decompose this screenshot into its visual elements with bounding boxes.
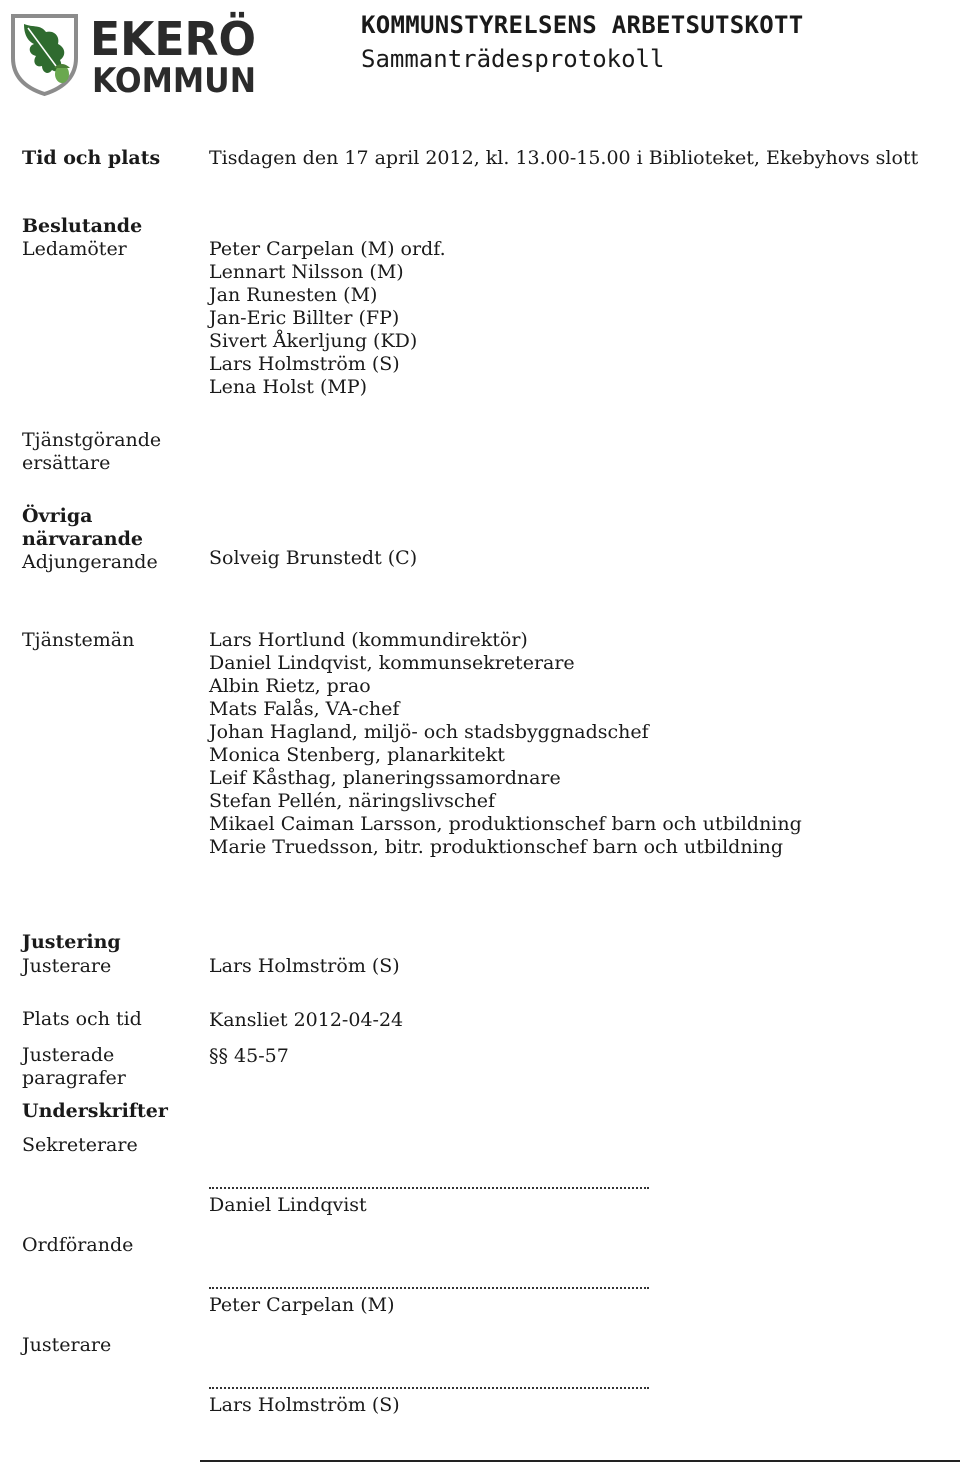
decision-makers-heading: Beslutande [22, 215, 143, 237]
paragraphs-label-line1: Justerade [22, 1044, 115, 1066]
officials-label: Tjänstemän [22, 629, 135, 651]
time-place-value: Tisdagen den 17 april 2012, kl. 13.00-15.00 i Biblioteket, Ekebyhovs slott [209, 147, 919, 169]
chair-name: Peter Carpelan (M) [209, 1294, 395, 1316]
others-heading-line2: närvarande [22, 528, 143, 550]
substitutes-label-line2: ersättare [22, 452, 111, 474]
official-item: Mikael Caiman Larsson, produktionschef barn och utbildning [209, 813, 802, 835]
paragraphs-value: §§ 45-57 [209, 1045, 289, 1067]
adjunct-label: Adjungerande [22, 551, 158, 573]
member-item: Lennart Nilsson (M) [209, 261, 404, 283]
paragraphs-label-line2: paragrafer [22, 1067, 126, 1089]
footer-divider [200, 1460, 960, 1462]
adjuster-value: Lars Holmström (S) [209, 955, 400, 977]
official-item: Stefan Pellén, näringslivschef [209, 790, 496, 812]
official-item: Marie Truedsson, bitr. produktionschef barn och utbildning [209, 836, 784, 858]
official-item: Mats Falås, VA-chef [209, 698, 400, 720]
adjustment-heading: Justering [22, 931, 121, 953]
adjuster-label: Justerare [22, 955, 112, 977]
member-item: Jan-Eric Billter (FP) [209, 307, 400, 329]
member-item: Lena Holst (MP) [209, 376, 368, 398]
adjunct-value: Solveig Brunstedt (C) [209, 547, 418, 569]
official-item: Lars Hortlund (kommundirektör) [209, 629, 528, 651]
logo-name-line2: KOMMUN [92, 61, 256, 96]
official-item: Daniel Lindqvist, kommunsekreterare [209, 652, 575, 674]
others-heading-line1: Övriga [22, 505, 93, 527]
substitutes-label-line1: Tjänstgörande [22, 429, 162, 451]
member-item: Jan Runesten (M) [209, 284, 378, 306]
official-item: Johan Hagland, miljö- och stadsbyggnadschef [209, 721, 649, 743]
signatures-heading: Underskrifter [22, 1100, 168, 1122]
municipality-logo [10, 10, 260, 96]
signature-line [209, 1287, 649, 1289]
document-title: KOMMUNSTYRELSENS ARBETSUTSKOTT [361, 11, 804, 39]
member-item: Sivert Åkerljung (KD) [209, 330, 418, 352]
chair-label: Ordförande [22, 1234, 134, 1256]
signature-line [209, 1387, 649, 1389]
place-time-label: Plats och tid [22, 1008, 142, 1030]
signature-adjuster-name: Lars Holmström (S) [209, 1394, 400, 1416]
official-item: Albin Rietz, prao [209, 675, 371, 697]
place-time-value: Kansliet 2012-04-24 [209, 1009, 404, 1031]
secretary-label: Sekreterare [22, 1134, 138, 1156]
logo-name-line1: EKERÖ [90, 12, 256, 66]
member-item: Peter Carpelan (M) ordf. [209, 238, 446, 260]
secretary-name: Daniel Lindqvist [209, 1194, 367, 1216]
official-item: Monica Stenberg, planarkitekt [209, 744, 505, 766]
time-place-label: Tid och plats [22, 147, 161, 169]
signature-adjuster-label: Justerare [22, 1334, 112, 1356]
member-item: Lars Holmström (S) [209, 353, 400, 375]
signature-line [209, 1187, 649, 1189]
official-item: Leif Kåsthag, planeringssamordnare [209, 767, 561, 789]
members-label: Ledamöter [22, 238, 127, 260]
document-subtitle: Sammanträdesprotokoll [361, 45, 665, 73]
